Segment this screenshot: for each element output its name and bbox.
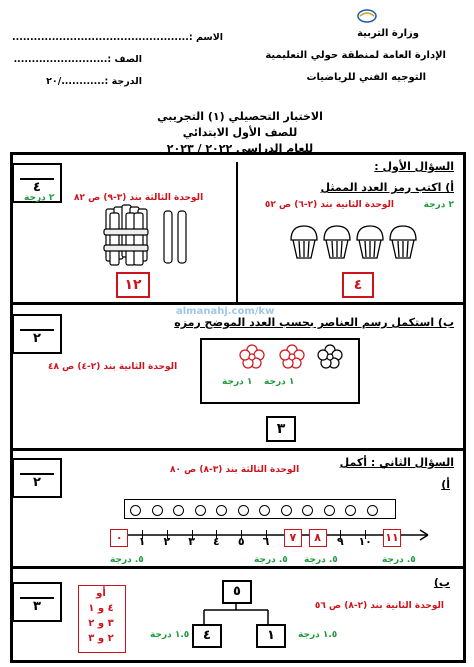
- bead-icon: [238, 505, 249, 516]
- unit-reference: الوحدة الثانية بند (٢-٨) ص ٥٦: [314, 601, 444, 611]
- student-name-field[interactable]: الاسم :.................................................: [12, 32, 224, 43]
- number-line-label: ٩: [337, 535, 344, 548]
- points-label: ١ درجة: [222, 377, 253, 387]
- question-part-b: ب) استكمل رسم العناصر بحسب العدد الموضح رمزه: [174, 316, 454, 329]
- number-line-label: ٥: [237, 535, 245, 548]
- bead-icon: [130, 505, 141, 516]
- stick-bundle-illustration: [100, 203, 196, 271]
- unit-reference: الوحدة الثانية بند (٢-٤) ص ٤٨: [48, 362, 178, 372]
- points-label: ٥. درجة: [110, 555, 144, 565]
- bead-icon: [216, 505, 227, 516]
- section-divider: [10, 448, 466, 451]
- alternative-row: ٣ و ٢: [88, 618, 114, 629]
- number-line-label[interactable]: ٨: [309, 529, 327, 547]
- column-divider: [236, 162, 238, 302]
- points-label: ٥. درجة: [254, 555, 288, 565]
- flowers-illustration: [232, 343, 350, 377]
- alternative-title: أو: [96, 588, 106, 599]
- bead-icon: [195, 505, 206, 516]
- question-part-b: ب): [433, 576, 450, 589]
- number-line-label: ٦: [262, 535, 270, 548]
- score-value: ٢: [33, 475, 41, 490]
- question-title: السؤال الأول :: [374, 160, 454, 173]
- points-label: ٢ درجة: [24, 193, 55, 203]
- points-label: ٥. درجة: [382, 555, 416, 565]
- question-title: السؤال الثاني : أكمل: [339, 456, 454, 469]
- section-divider: [10, 660, 466, 663]
- ministry-name: وزارة التربية: [357, 28, 419, 39]
- number-line-label: ٣: [188, 535, 195, 548]
- points-label: ١.٥ درجة: [150, 630, 190, 640]
- number-line-label[interactable]: ١١: [383, 529, 401, 547]
- class-field[interactable]: الصف :..........................: [13, 54, 142, 65]
- bead-icon: [345, 505, 356, 516]
- bead-icon: [281, 505, 292, 516]
- bead-icon: [367, 505, 378, 516]
- score-box-q2a[interactable]: [12, 458, 62, 498]
- unit-reference: الوحدة الثانية بند (٢-٦) ص ٥٢: [264, 200, 394, 210]
- part-number-box[interactable]: ٤: [192, 624, 222, 648]
- frame-right-border: [463, 152, 466, 663]
- directorate-name: الإدارة العامة لمنطقة حولي التعليمية: [265, 50, 446, 61]
- question-part-a: أ): [441, 478, 450, 491]
- unit-reference: الوحدة الثالثة بند (٣-٩) ص ٨٢: [74, 193, 204, 203]
- exam-grade: للصف الأول الابتدائي: [182, 126, 298, 139]
- exam-title: الاختبار التحصيلي (١) التجريبي: [157, 110, 323, 123]
- number-line-label[interactable]: ٠: [110, 529, 128, 547]
- bead-icon: [173, 505, 184, 516]
- unit-reference: الوحدة الثالثة بند (٣-٨) ص ٨٠: [170, 465, 300, 475]
- points-label: ١.٥ درجة: [298, 630, 338, 640]
- question-part-a: أ) اكتب رمز العدد الممثل: [320, 181, 454, 194]
- grade-field[interactable]: الدرجة :............/٢٠: [46, 76, 142, 87]
- section-divider: [10, 302, 466, 305]
- bead-icon: [259, 505, 270, 516]
- points-label: ٢ درجة: [423, 200, 454, 210]
- number-line-label: ٤: [213, 535, 220, 548]
- answer-box[interactable]: ٤: [342, 272, 374, 298]
- exam-year: للعام الدراسي ٢٠٢٢ / ٢٠٢٣: [166, 142, 314, 155]
- section-divider: [10, 152, 466, 155]
- points-label: ٥. درجة: [304, 555, 338, 565]
- score-value: ٤: [33, 180, 41, 195]
- score-box-q1b[interactable]: [12, 314, 62, 354]
- bead-icon: [302, 505, 313, 516]
- score-value: ٣: [33, 599, 41, 614]
- alternative-row: ٢ و ٣: [88, 633, 114, 644]
- target-number-box: ٣: [266, 416, 296, 442]
- part-number-box[interactable]: ١: [256, 624, 286, 648]
- cupcakes-illustration: [286, 220, 420, 266]
- bead-icon: [152, 505, 163, 516]
- number-line-label: ١: [138, 535, 146, 548]
- points-label: ١ درجة: [264, 377, 295, 387]
- whole-number-box: ٥: [222, 580, 252, 604]
- bead-icon: [324, 505, 335, 516]
- alternative-row: ٤ و ١: [88, 603, 114, 614]
- number-line-label: ١٠: [358, 535, 372, 548]
- number-line-label: ٢: [163, 535, 171, 548]
- supervision-name: التوجيه الفني للرياضيات: [306, 72, 426, 83]
- answer-box[interactable]: ١٢: [116, 272, 150, 298]
- section-divider: [10, 566, 466, 569]
- score-value: ٢: [33, 331, 41, 346]
- number-line-label[interactable]: ٧: [284, 529, 302, 547]
- emblem-icon: [356, 8, 378, 24]
- score-box-q2b[interactable]: [12, 582, 62, 622]
- watermark-text: almanahj.com/kw: [176, 306, 275, 317]
